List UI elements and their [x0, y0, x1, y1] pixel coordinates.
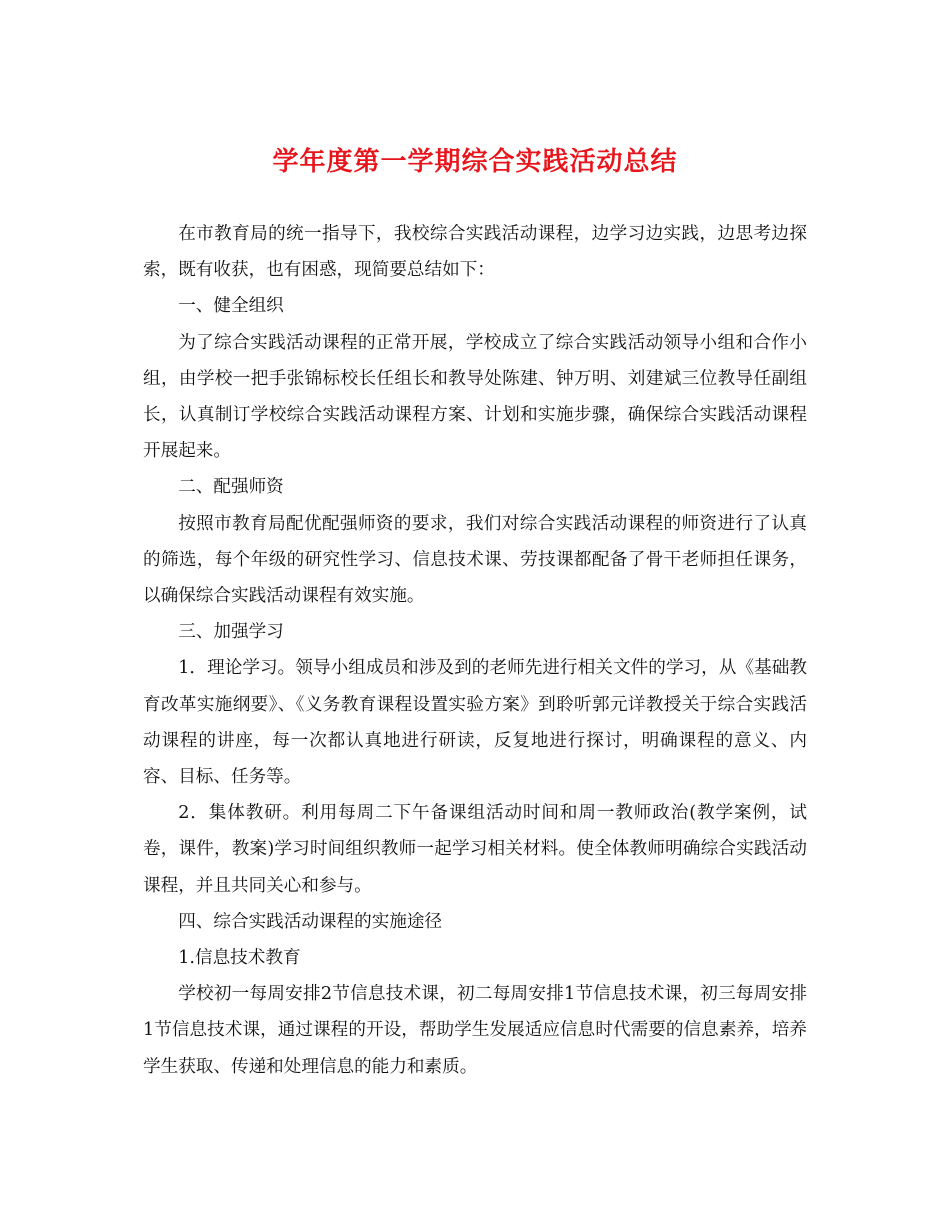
section-heading-study: 三、加强学习: [178, 622, 284, 643]
paragraph-intro: 在市教育局的统一指导下，我校综合实践活动课程，边学习边实践，边思考边探索，既有收获，也有困惑，现简要总结如下：: [143, 224, 807, 281]
paragraph-organization: 为了综合实践活动课程的正常开展，学校成立了综合实践活动领导小组和合作小组，由学校一把手张锦标校长任组长和教导处陈建、钟万明、刘建斌三位教导任副组长，认真制订学校综合实践活动课程方案、计划和实施步骤，确保综合实践活动课程开展起来。: [143, 332, 807, 462]
section-heading-organization: 一、健全组织: [178, 296, 284, 317]
paragraph-theory-study: 1．理论学习。领导小组成员和涉及到的老师先进行相关文件的学习，从《基础教育改革实施纲要》、《义务教育课程设置实验方案》到聆听郭元详教授关于综合实践活动课程的讲座，每一次都认真地进行研读，反复地进行探讨，明确课程的意义、内容、目标、任务等。: [143, 658, 807, 788]
paragraph-teachers: 按照市教育局配优配强师资的要求，我们对综合实践活动课程的师资进行了认真的筛选，每个年级的研究性学习、信息技术课、劳技课都配备了骨干老师担任课务，以确保综合实践活动课程有效实施。: [143, 513, 807, 607]
paragraph-it-education: 学校初一每周安排2节信息技术课，初二每周安排1节信息技术课，初三每周安排1节信息技术课，通过课程的开设，帮助学生发展适应信息时代需要的信息素养，培养学生获取、传递和处理信息的能力和素质。: [143, 984, 807, 1077]
paragraph-group-research: 2．集体教研。利用每周二下午备课组活动时间和周一教师政治(教学案例，试卷，课件，教案)学习时间组织教师一起学习相关材料。使全体教师明确综合实践活动课程，并且共同关心和参与。: [143, 803, 807, 896]
subheading-it-education: 1.信息技术教育: [178, 948, 301, 969]
section-heading-teachers: 二、配强师资: [178, 477, 284, 498]
document-title: 学年度第一学期综合实践活动总结: [272, 147, 678, 177]
section-heading-implementation: 四、综合实践活动课程的实施途径: [178, 911, 443, 932]
document-body: [143, 216, 807, 1085]
